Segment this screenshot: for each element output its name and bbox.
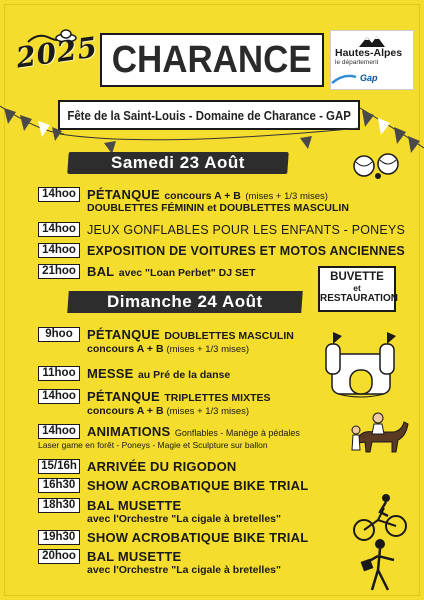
event-detail: DOUBLETTES MASCULIN bbox=[164, 330, 294, 342]
event-line2-note: (mises + 1/3 mises) bbox=[166, 344, 250, 355]
bouncy-castle-icon bbox=[318, 326, 402, 404]
event-desc bbox=[87, 424, 300, 441]
event-time: 18h30 bbox=[38, 498, 80, 513]
petanque-balls-icon bbox=[352, 150, 404, 180]
event-desc bbox=[87, 389, 271, 406]
event-time: 19h30 bbox=[38, 530, 80, 545]
event-title: SHOW ACROBATIQUE BIKE TRIAL bbox=[87, 478, 309, 493]
event-title: ANIMATIONS bbox=[87, 424, 171, 439]
buvette-and: et bbox=[353, 283, 361, 293]
department-name: Hautes-Alpes bbox=[335, 47, 403, 59]
event-desc bbox=[87, 243, 405, 259]
day-banner-saturday bbox=[67, 152, 289, 174]
event-time: 14hoo bbox=[38, 389, 80, 404]
event-detail: au Pré de la danse bbox=[137, 369, 231, 381]
day-banner-sunday bbox=[67, 291, 303, 313]
event-time: 14hoo bbox=[38, 187, 80, 202]
day-title-sunday: Dimanche 24 Août bbox=[107, 292, 263, 311]
event-line2: avec l'Orchestre "La cigale à bretelles" bbox=[87, 564, 281, 576]
gap-swoosh-icon bbox=[330, 73, 358, 85]
event-line2-note: (mises + 1/3 mises) bbox=[166, 406, 250, 417]
subtitle: Fête de la Saint-Louis - Domaine de Charance - GAP bbox=[67, 107, 351, 123]
event-time: 9hoo bbox=[38, 327, 80, 342]
event-title: PÉTANQUE bbox=[87, 327, 160, 342]
event-desc bbox=[87, 264, 255, 281]
event-line2 bbox=[87, 405, 249, 417]
event-desc bbox=[87, 366, 230, 383]
event-line2: Laser game en forêt - Poneys - Magie et Sculpture sur ballon bbox=[38, 440, 268, 450]
event-desc bbox=[87, 498, 181, 513]
event-time: 11hoo bbox=[38, 366, 80, 381]
event-line2 bbox=[87, 343, 249, 355]
department-sub: le département bbox=[335, 59, 379, 66]
event-title: PÉTANQUE bbox=[87, 389, 160, 404]
event-detail: Gonflables - Manège à pédales bbox=[174, 428, 300, 438]
event-desc bbox=[87, 530, 308, 545]
event-note: (mises + 1/3 mises) bbox=[245, 191, 328, 202]
event-time: 14hoo bbox=[38, 424, 80, 439]
mountain-icon bbox=[357, 34, 387, 48]
event-desc bbox=[87, 327, 294, 344]
day-title-saturday: Samedi 23 Août bbox=[111, 153, 245, 172]
event-line2: avec l'Orchestre "La cigale à bretelles" bbox=[87, 513, 281, 525]
accordion-player-icon bbox=[356, 534, 406, 594]
event-title: BAL MUSETTE bbox=[87, 498, 182, 513]
event-detail: avec "Loan Perbet" DJ SET bbox=[118, 267, 256, 279]
event-desc bbox=[87, 222, 405, 238]
event-title: PÉTANQUE bbox=[87, 187, 160, 202]
event-time: 15/16h bbox=[38, 459, 80, 474]
event-detail: TRIPLETTES MIXTES bbox=[164, 392, 271, 404]
event-time: 21hoo bbox=[38, 264, 80, 279]
restauration-label: RESTAURATION bbox=[320, 293, 398, 304]
event-line2-main: concours A + B bbox=[87, 343, 164, 355]
buvette-label: BUVETTE bbox=[330, 271, 384, 283]
event-title: BAL MUSETTE bbox=[87, 549, 182, 564]
event-time: 14hoo bbox=[38, 222, 80, 237]
event-time: 14hoo bbox=[38, 243, 80, 258]
event-desc bbox=[87, 549, 181, 564]
event-line2-main: concours A + B bbox=[87, 405, 164, 417]
gap-logo: Gap bbox=[360, 73, 378, 83]
event-desc bbox=[87, 478, 308, 493]
event-detail: concours A + B bbox=[164, 190, 241, 202]
event-title: BAL bbox=[87, 264, 115, 279]
event-time: 20hoo bbox=[38, 549, 80, 564]
title-box bbox=[100, 33, 324, 87]
event-desc bbox=[87, 459, 237, 474]
event-title: EXPOSITION DE VOITURES ET MOTOS ANCIENNES bbox=[87, 244, 405, 258]
buvette-box bbox=[318, 266, 396, 312]
event-title: ARRIVÉE DU RIGODON bbox=[87, 459, 237, 474]
pony-rider-icon bbox=[350, 410, 410, 468]
event-title: MESSE bbox=[87, 366, 134, 381]
poster-title: CHARANCE bbox=[111, 38, 313, 81]
event-time: 16h30 bbox=[38, 478, 80, 493]
year-label: 2025 bbox=[14, 30, 100, 75]
event-line2: DOUBLETTES FÉMININ et DOUBLETTES MASCULIN bbox=[87, 202, 349, 214]
event-title: SHOW ACROBATIQUE BIKE TRIAL bbox=[87, 530, 309, 545]
event-title: JEUX GONFLABLES POUR LES ENFANTS - PONEYS bbox=[87, 223, 406, 237]
